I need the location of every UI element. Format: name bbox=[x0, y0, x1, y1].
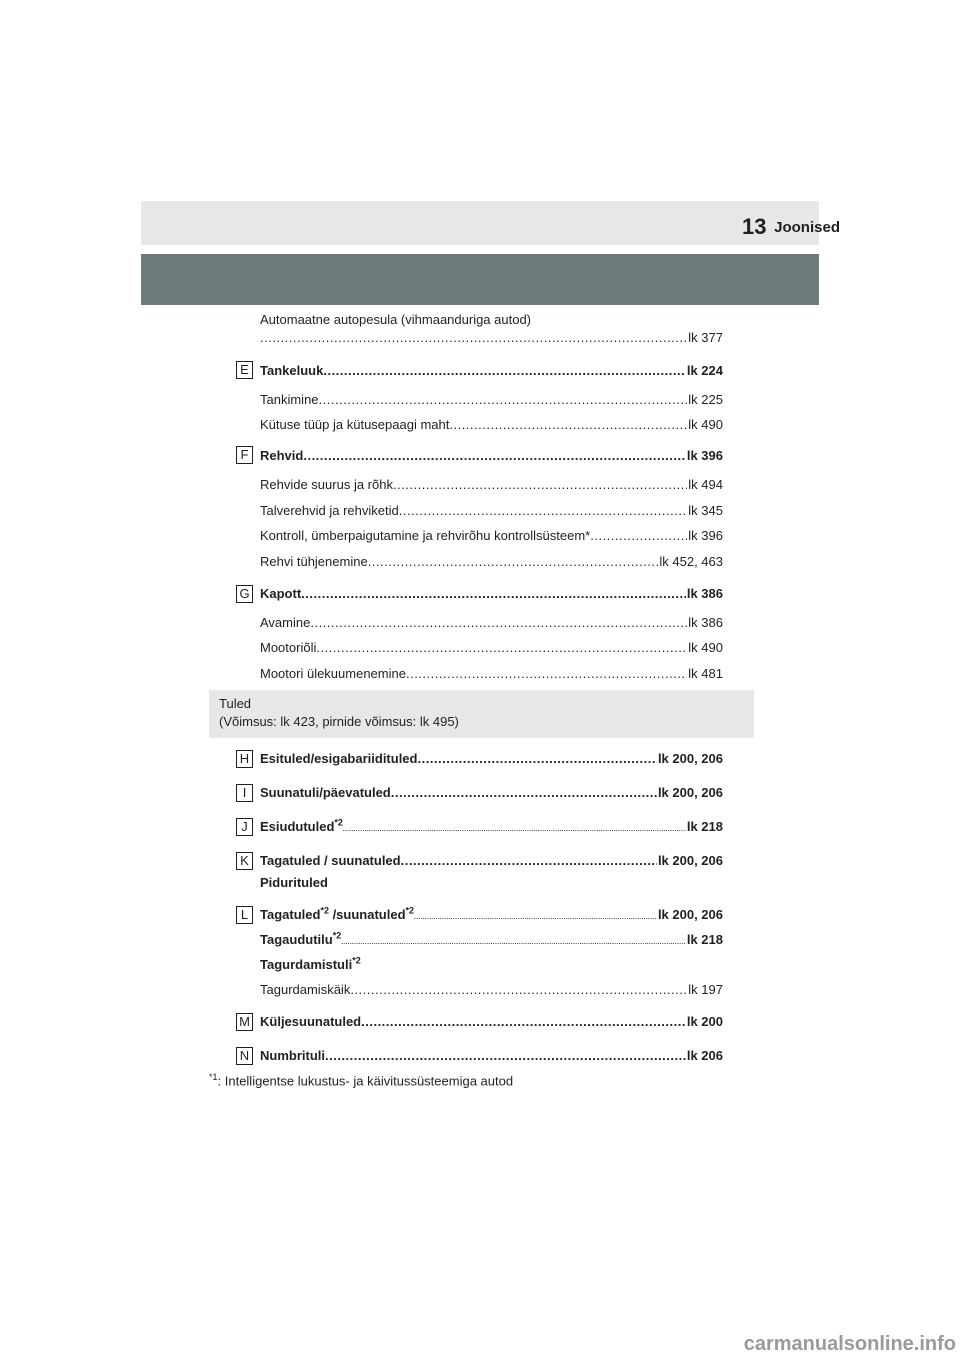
toc-row-rehvi-tyhjenemine[interactable]: Rehvi tühjenemine ..... lk 452, 463 bbox=[260, 553, 723, 570]
toc-pidurituled: Pidurituled bbox=[260, 875, 328, 890]
watermark: carmanualsonline.info bbox=[743, 1333, 956, 1355]
toc-row-tankeluuk[interactable]: Tankeluuk ..... lk 224 bbox=[260, 362, 723, 379]
section-title: Joonised bbox=[774, 219, 840, 236]
badge-f: F bbox=[236, 446, 253, 464]
toc-row-esituled[interactable]: Esituled/esigabariidituled ..... lk 200, 206 bbox=[260, 750, 723, 767]
badge-m: M bbox=[236, 1013, 253, 1031]
footnote: $^{*1}$: Intelligentse lukustus- ja käivitussüsteemiga autod bbox=[209, 1072, 514, 1089]
toc-row-suunatuli[interactable]: Suunatuli/päevatuled ..... lk 200, 206 bbox=[260, 784, 723, 801]
toc-row-esiudutuled[interactable]: Esiudutuled$^{*2}$ ..... lk 218 bbox=[260, 818, 723, 839]
toc-row-kytus[interactable]: Kütuse tüüp ja kütusepaagi maht ..... lk 490 bbox=[260, 416, 723, 433]
badge-h: H bbox=[236, 750, 253, 768]
badge-i: I bbox=[236, 784, 253, 802]
badge-g: G bbox=[236, 585, 253, 603]
badge-l: L bbox=[236, 906, 253, 924]
toc-row-kapott[interactable]: Kapott ..... lk 386 bbox=[260, 585, 723, 602]
toc-row-tagurdamiskaik[interactable]: Tagurdamiskäik ..... lk 197 bbox=[260, 981, 723, 998]
toc-row-rehvid[interactable]: Rehvid ..... lk 396 bbox=[260, 447, 723, 464]
toc-row-tagatuled-suunatuled[interactable]: Tagatuled$^{*2}$ /suunatuled$^{*2}$ ..... lk 200, 206 bbox=[260, 906, 723, 927]
lights-title: Tuled bbox=[219, 696, 252, 711]
toc-row-kuljesuunatuled[interactable]: Küljesuunatuled ..... lk 200 bbox=[260, 1013, 723, 1030]
toc-row-tagaudutilu[interactable]: Tagaudutilu$^{*2}$ ..... lk 218 bbox=[260, 931, 723, 952]
lights-wattage: (Võimsus: lk 423, pirnide võimsus: lk 495) bbox=[219, 714, 459, 729]
toc-row-rehvide-suurus[interactable]: Rehvide suurus ja rõhk ..... lk 494 bbox=[260, 476, 723, 493]
toc-row-mootorioli[interactable]: Mootoriõli ..... lk 490 bbox=[260, 639, 723, 656]
toc-tagurdamistuli: Tagurdamistuli$^{*2}$ bbox=[260, 955, 361, 972]
toc-row-kontroll[interactable]: Kontroll, ümberpaigutamine ja rehvirõhu kontrollsüsteem* ..... lk 396 bbox=[260, 527, 723, 544]
toc-row-tankimine[interactable]: Tankimine ..... lk 225 bbox=[260, 391, 723, 408]
continuation-title: Automaatne autopesula (vihmaanduriga autod) bbox=[260, 312, 532, 327]
page-number: 13 bbox=[742, 214, 767, 239]
toc-row-avamine[interactable]: Avamine ..... lk 386 bbox=[260, 614, 723, 631]
badge-e: E bbox=[236, 361, 253, 379]
header-top-band bbox=[141, 201, 819, 245]
continuation-row[interactable] bbox=[260, 329, 723, 346]
badge-n: N bbox=[236, 1047, 253, 1065]
continuation-page: lk 377 bbox=[688, 330, 723, 345]
badge-k: K bbox=[236, 852, 253, 870]
toc-row-ulekuumenemine[interactable]: Mootori ülekuumenemine ..... lk 481 bbox=[260, 665, 723, 682]
lights-info-box bbox=[209, 690, 754, 738]
badge-j: J bbox=[236, 818, 253, 836]
header-dark-bar bbox=[141, 254, 819, 305]
toc-row-tagatuled[interactable]: Tagatuled / suunatuled ..... lk 200, 206 bbox=[260, 852, 723, 869]
toc-row-numbrituli[interactable]: Numbrituli ..... lk 206 bbox=[260, 1047, 723, 1064]
toc-row-talverehvid[interactable]: Talverehvid ja rehviketid ..... lk 345 bbox=[260, 502, 723, 519]
